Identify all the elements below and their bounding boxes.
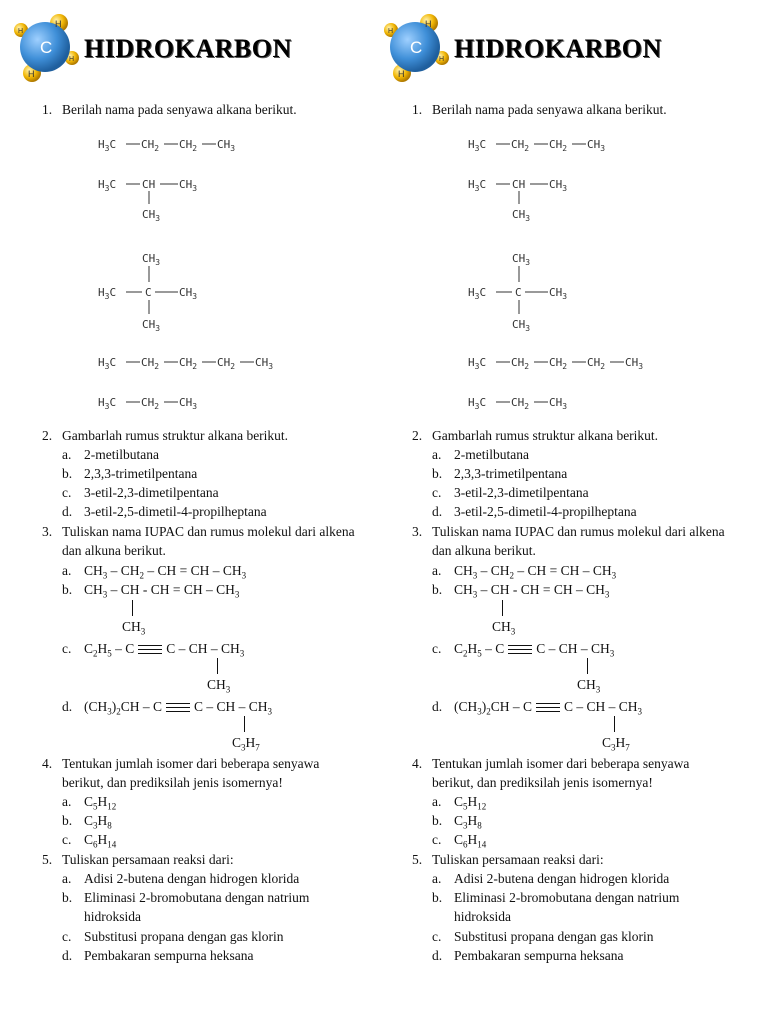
svg-text:CH3: $CH_3$: [142, 318, 161, 333]
question-text: Gambarlah rumus struktur alkana berikut.: [62, 428, 289, 443]
svg-text:CH: CH: [142, 178, 156, 191]
svg-text:H3C: $H_3C$: [468, 138, 487, 153]
svg-text:CH3: $CH_3$: [512, 318, 531, 333]
svg-text:CH2: $CH_2$: [511, 396, 530, 411]
question-text: Tuliskan persamaan reaksi dari:: [62, 852, 234, 867]
question-text: Tuliskan nama IUPAC dan rumus molekul dari alkena dan alkuna berikut.: [62, 524, 355, 558]
formula-a: a. $CH_3 - CH_2$ – CH = CH – $CH_3$: [62, 563, 247, 581]
svg-text:CH3: $CH_3$: [549, 178, 568, 193]
question-number: 4.: [412, 756, 423, 771]
svg-text:CH3: $CH_3$: [179, 286, 198, 301]
bond-line: [614, 716, 615, 732]
svg-text:CH2: $CH_2$: [141, 138, 160, 153]
question-text: Berilah nama pada senyawa alkana berikut.: [62, 102, 297, 117]
svg-text:CH2: $CH_2$: [141, 356, 160, 371]
list-item: a. $C_5H_{12}$: [432, 794, 487, 812]
list-item: c. 3-etil-2,3-dimetilpentana: [62, 485, 219, 500]
structure-neopentane: [468, 248, 668, 334]
svg-text:CH3: $CH_3$: [549, 396, 568, 411]
list-item: c. Substitusi propana dengan gas klorin: [432, 929, 654, 944]
branch-label: $C_3H_7$: [602, 735, 630, 753]
list-item: a. 2-metilbutana: [62, 447, 159, 462]
list-item: d. 3-etil-2,5-dimetil-4-propilheptana: [432, 504, 637, 519]
svg-text:CH3: $CH_3$: [625, 356, 644, 371]
structure-pentane: [468, 352, 708, 372]
list-item: d. Pembakaran sempurna heksana: [432, 948, 624, 963]
svg-text:H3C: $H_3C$: [98, 138, 117, 153]
svg-text:H: H: [69, 56, 75, 63]
svg-text:CH: CH: [512, 178, 526, 191]
svg-text:H: H: [18, 28, 24, 35]
svg-text:CH3: $CH_3$: [179, 178, 198, 193]
svg-text:H: H: [55, 19, 62, 29]
svg-text:H: H: [425, 19, 432, 29]
list-item: b. Eliminasi 2-bromobutana dengan natrium hidroksida: [62, 890, 310, 924]
question-number: 3.: [412, 524, 423, 539]
page-title: HIDROKARBON: [454, 34, 662, 63]
list-item: b. 2,3,3-trimetilpentana: [62, 466, 198, 481]
list-item: b. $C_3H_8$: [432, 813, 482, 831]
question-text: Gambarlah rumus struktur alkana berikut.: [432, 428, 659, 443]
svg-text:CH3: $CH_3$: [179, 396, 198, 411]
list-item: c. Substitusi propana dengan gas klorin: [62, 929, 284, 944]
svg-text:CH2: $CH_2$: [549, 356, 568, 371]
molecule-logo-icon: [380, 12, 452, 84]
bond-line: [587, 658, 588, 674]
worksheet-column-left: [8, 0, 368, 1024]
structure-butane: [468, 134, 668, 154]
branch-label: $CH_3$: [577, 677, 601, 695]
svg-text:CH3: $CH_3$: [142, 208, 161, 223]
structure-propane: [98, 392, 298, 412]
carbon-label: C: [410, 38, 423, 57]
bond-line: [217, 658, 218, 674]
list-item: d. 3-etil-2,5-dimetil-4-propilheptana: [62, 504, 267, 519]
svg-text:CH2: $CH_2$: [217, 356, 236, 371]
bond-line: [132, 600, 133, 616]
list-item: c. $C_6H_{14}$: [432, 832, 487, 850]
question-text: Tuliskan nama IUPAC dan rumus molekul dari alkena dan alkuna berikut.: [432, 524, 725, 558]
svg-text:CH3: $CH_3$: [512, 208, 531, 223]
svg-text:C: C: [145, 286, 152, 299]
structure-isobutane: [98, 174, 298, 226]
list-item: a. $C_5H_{12}$: [62, 794, 117, 812]
svg-text:CH3: $CH_3$: [512, 252, 531, 267]
formula-d: d. $(CH_3)_2CH$ – C C – CH – $CH_3$: [62, 699, 273, 717]
svg-text:H: H: [439, 56, 445, 63]
list-item: d. Pembakaran sempurna heksana: [62, 948, 254, 963]
svg-text:H3C: $H_3C$: [468, 286, 487, 301]
carbon-label: C: [40, 38, 53, 57]
svg-text:CH3: $CH_3$: [142, 252, 161, 267]
svg-text:H3C: $H_3C$: [468, 356, 487, 371]
svg-text:H3C: $H_3C$: [468, 396, 487, 411]
structure-neopentane: [98, 248, 298, 334]
branch-label: $CH_3$: [492, 619, 516, 637]
svg-text:H: H: [398, 69, 405, 79]
svg-text:H3C: $H_3C$: [98, 286, 117, 301]
structure-pentane: [98, 352, 338, 372]
structure-propane: [468, 392, 668, 412]
list-item: b. $C_3H_8$: [62, 813, 112, 831]
branch-label: $CH_3$: [122, 619, 146, 637]
list-item: a. Adisi 2-butena dengan hidrogen klorida: [62, 871, 300, 886]
molecule-logo-icon: [10, 12, 82, 84]
question-number: 1.: [412, 102, 423, 117]
branch-label: $C_3H_7$: [232, 735, 260, 753]
question-number: 2.: [412, 428, 423, 443]
svg-text:CH2: $CH_2$: [587, 356, 606, 371]
triple-bond-icon: [508, 645, 532, 654]
question-text: Tentukan jumlah isomer dari beberapa senyawa berikut, dan prediksilah jenis isomernya!: [62, 756, 320, 790]
question-number: 5.: [412, 852, 423, 867]
list-item: b. Eliminasi 2-bromobutana dengan natrium hidroksida: [432, 890, 680, 924]
question-number: 1.: [42, 102, 53, 117]
structure-butane: [98, 134, 298, 154]
svg-text:H3C: $H_3C$: [98, 178, 117, 193]
svg-text:H3C: $H_3C$: [468, 178, 487, 193]
svg-text:CH3: $CH_3$: [587, 138, 606, 153]
triple-bond-icon: [166, 703, 190, 712]
triple-bond-icon: [536, 703, 560, 712]
formula-b: b. $CH_3$ – CH - CH = CH – $CH_3$: [62, 582, 240, 600]
svg-text:C: C: [515, 286, 522, 299]
branch-label: $CH_3$: [207, 677, 231, 695]
svg-text:H: H: [28, 69, 35, 79]
formula-a: a. $CH_3 - CH_2$ – CH = CH – $CH_3$: [432, 563, 617, 581]
question-text: Tentukan jumlah isomer dari beberapa senyawa berikut, dan prediksilah jenis isomernya!: [432, 756, 690, 790]
list-item: a. Adisi 2-butena dengan hidrogen klorida: [432, 871, 670, 886]
list-item: a. 2-metilbutana: [432, 447, 529, 462]
svg-text:H: H: [388, 28, 394, 35]
question-number: 2.: [42, 428, 53, 443]
list-item: c. 3-etil-2,3-dimetilpentana: [432, 485, 589, 500]
triple-bond-icon: [138, 645, 162, 654]
list-item: b. 2,3,3-trimetilpentana: [432, 466, 568, 481]
bond-line: [244, 716, 245, 732]
structure-isobutane: [468, 174, 668, 226]
svg-text:CH2: $CH_2$: [549, 138, 568, 153]
formula-c: c. $C_2H_5$ – C C – CH – $CH_3$: [62, 641, 245, 659]
formula-c: c. $C_2H_5$ – C C – CH – $CH_3$: [432, 641, 615, 659]
svg-text:CH3: $CH_3$: [549, 286, 568, 301]
worksheet-column-right: [378, 0, 738, 1024]
question-number: 5.: [42, 852, 53, 867]
svg-text:CH2: $CH_2$: [179, 138, 198, 153]
svg-text:CH2: $CH_2$: [511, 138, 530, 153]
svg-text:CH3: $CH_3$: [217, 138, 236, 153]
svg-text:CH2: $CH_2$: [179, 356, 198, 371]
formula-b: b. $CH_3$ – CH - CH = CH – $CH_3$: [432, 582, 610, 600]
svg-text:H3C: $H_3C$: [98, 396, 117, 411]
svg-text:CH2: $CH_2$: [511, 356, 530, 371]
svg-text:CH2: $CH_2$: [141, 396, 160, 411]
question-number: 3.: [42, 524, 53, 539]
question-text: Berilah nama pada senyawa alkana berikut.: [432, 102, 667, 117]
page-title: HIDROKARBON: [84, 34, 292, 63]
question-number: 4.: [42, 756, 53, 771]
bond-line: [502, 600, 503, 616]
svg-text:H3C: $H_3C$: [98, 356, 117, 371]
question-text: Tuliskan persamaan reaksi dari:: [432, 852, 604, 867]
formula-d: d. $(CH_3)_2CH$ – C C – CH – $CH_3$: [432, 699, 643, 717]
svg-text:CH3: $CH_3$: [255, 356, 274, 371]
list-item: c. $C_6H_{14}$: [62, 832, 117, 850]
